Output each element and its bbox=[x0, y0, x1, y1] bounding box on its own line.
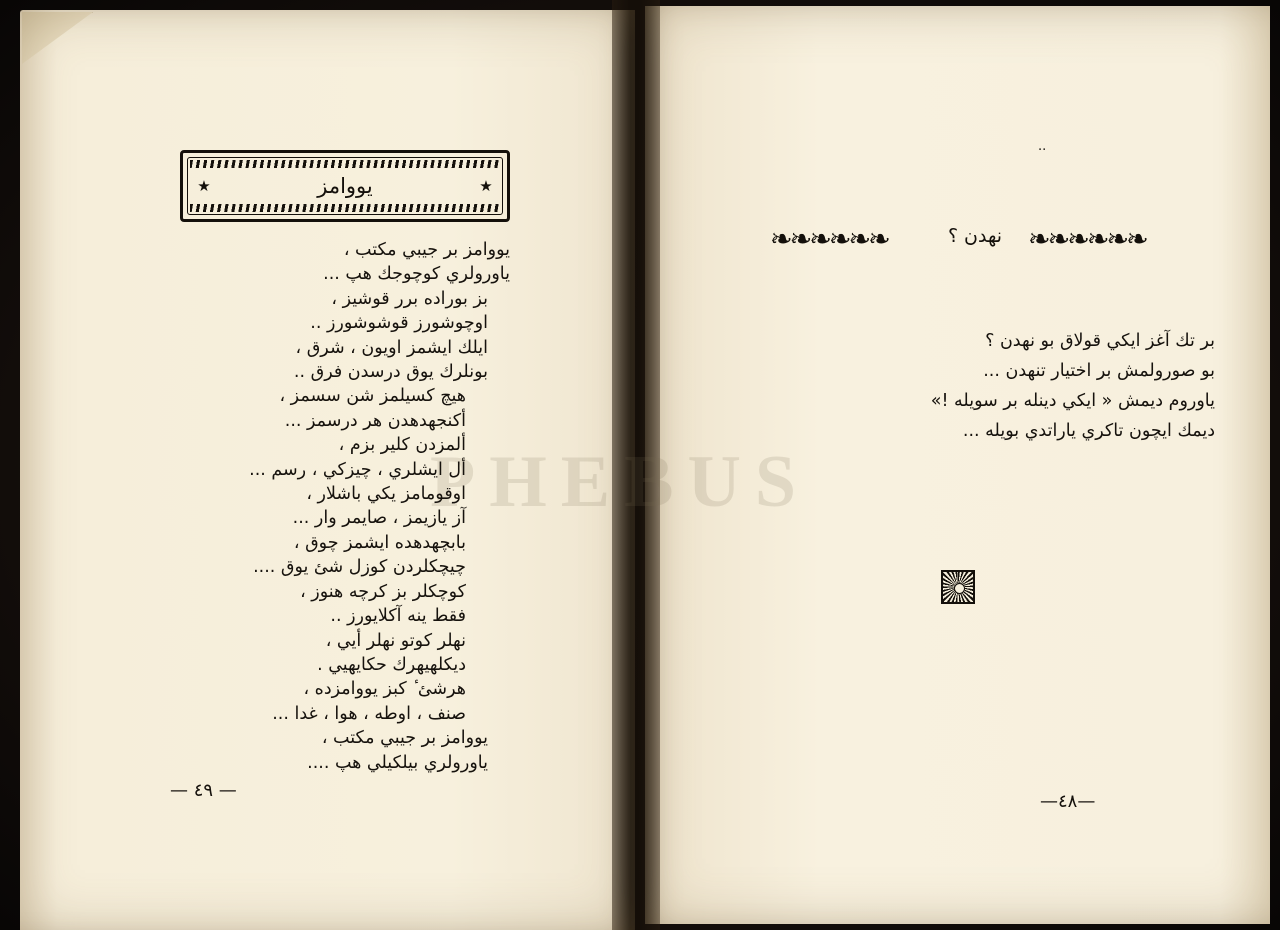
poem-line: نهلر كوتو نهلر أيي ، bbox=[325, 630, 466, 651]
poem-line: چيچكلردن كوزل شئ يوق .... bbox=[253, 557, 466, 578]
poem-line: ياوروم ديمش « ايكي دينله بر سويله !» bbox=[930, 391, 1215, 411]
poem-line: اوقومامز يكي باشلار ، bbox=[306, 484, 466, 505]
rosette-ornament-icon bbox=[941, 570, 975, 604]
poem-line: بابچهدهده ايشمز چوق ، bbox=[293, 532, 466, 553]
poem-line: بر تك آغز ايكي قولاق بو نهدن ؟ bbox=[985, 331, 1215, 351]
star-icon-right: ★ bbox=[479, 177, 493, 195]
poem-line: أكنجهدهدن هر درسمز ... bbox=[284, 410, 466, 431]
left-page-number: — ٤٩ — bbox=[170, 780, 237, 801]
poem-line: ديمك ايچون تاكري ياراتدي بويله ... bbox=[962, 421, 1215, 441]
ink-speck: ·· bbox=[1038, 143, 1047, 158]
frame-hatch-top bbox=[190, 160, 500, 168]
poem-line: هرشئ ٔ كبز يووامزده ، bbox=[303, 679, 466, 700]
frame-hatch-bottom bbox=[190, 204, 500, 212]
watermark-text: PHEBUS bbox=[430, 441, 811, 523]
poem-line: ايلك ايشمز اويون ، شرق ، bbox=[295, 337, 488, 358]
poem-line: آز يازيمز ، صايمر وار ... bbox=[292, 508, 466, 529]
right-page-content bbox=[645, 6, 1270, 924]
left-page-content bbox=[20, 10, 635, 930]
poem-line: ديكلهيهرك حكايهيي . bbox=[317, 654, 466, 675]
poem-line: صنف ، اوطه ، هوا ، غدا ... bbox=[272, 703, 466, 724]
left-page-poem bbox=[60, 238, 510, 775]
right-page-header-ornament bbox=[770, 211, 1180, 269]
star-icon-left: ★ bbox=[197, 177, 211, 195]
poem-line: ياورولري كوچوجك هپ ... bbox=[323, 264, 510, 285]
poem-line: يووامز بر جيبي مكتب ، bbox=[343, 240, 510, 260]
right-page-poem bbox=[825, 326, 1215, 446]
poem-line: كوچكلر بز كرچه هنوز ، bbox=[300, 581, 466, 602]
poem-line: هيچ كسيلمز شن سسمز ، bbox=[279, 386, 466, 407]
leaf-sprig-icon-right: ❧❧❧❧❧❧ bbox=[1028, 223, 1146, 255]
poem-line: يووامز بر جيبي مكتب ، bbox=[321, 728, 488, 749]
left-page-title: يووامز bbox=[317, 174, 373, 198]
poem-line: ياورولري بيلكيلي هپ .... bbox=[307, 752, 488, 773]
poem-line: أل ايشلري ، چيزكي ، رسم ... bbox=[249, 459, 466, 480]
poem-line: بو صورولمش بر اختيار تنهدن ... bbox=[983, 361, 1215, 381]
poem-line: فقط ينه آكلايورز .. bbox=[330, 606, 466, 627]
poem-line: اوچوشورز قوشوشورز .. bbox=[310, 313, 488, 334]
right-page-number: —٤٨— bbox=[1040, 791, 1096, 812]
poem-line: بز بوراده برر قوشيز ، bbox=[331, 288, 488, 309]
right-page-title: نهدن ؟ bbox=[947, 225, 1003, 247]
leaf-sprig-icon-left: ❧❧❧❧❧❧ bbox=[770, 223, 888, 255]
poem-line: بونلرك يوق درسدن فرق .. bbox=[293, 362, 488, 383]
poem-title-ornament-frame bbox=[180, 150, 510, 222]
poem-line: ألمزدن كلير بزم ، bbox=[338, 435, 466, 456]
